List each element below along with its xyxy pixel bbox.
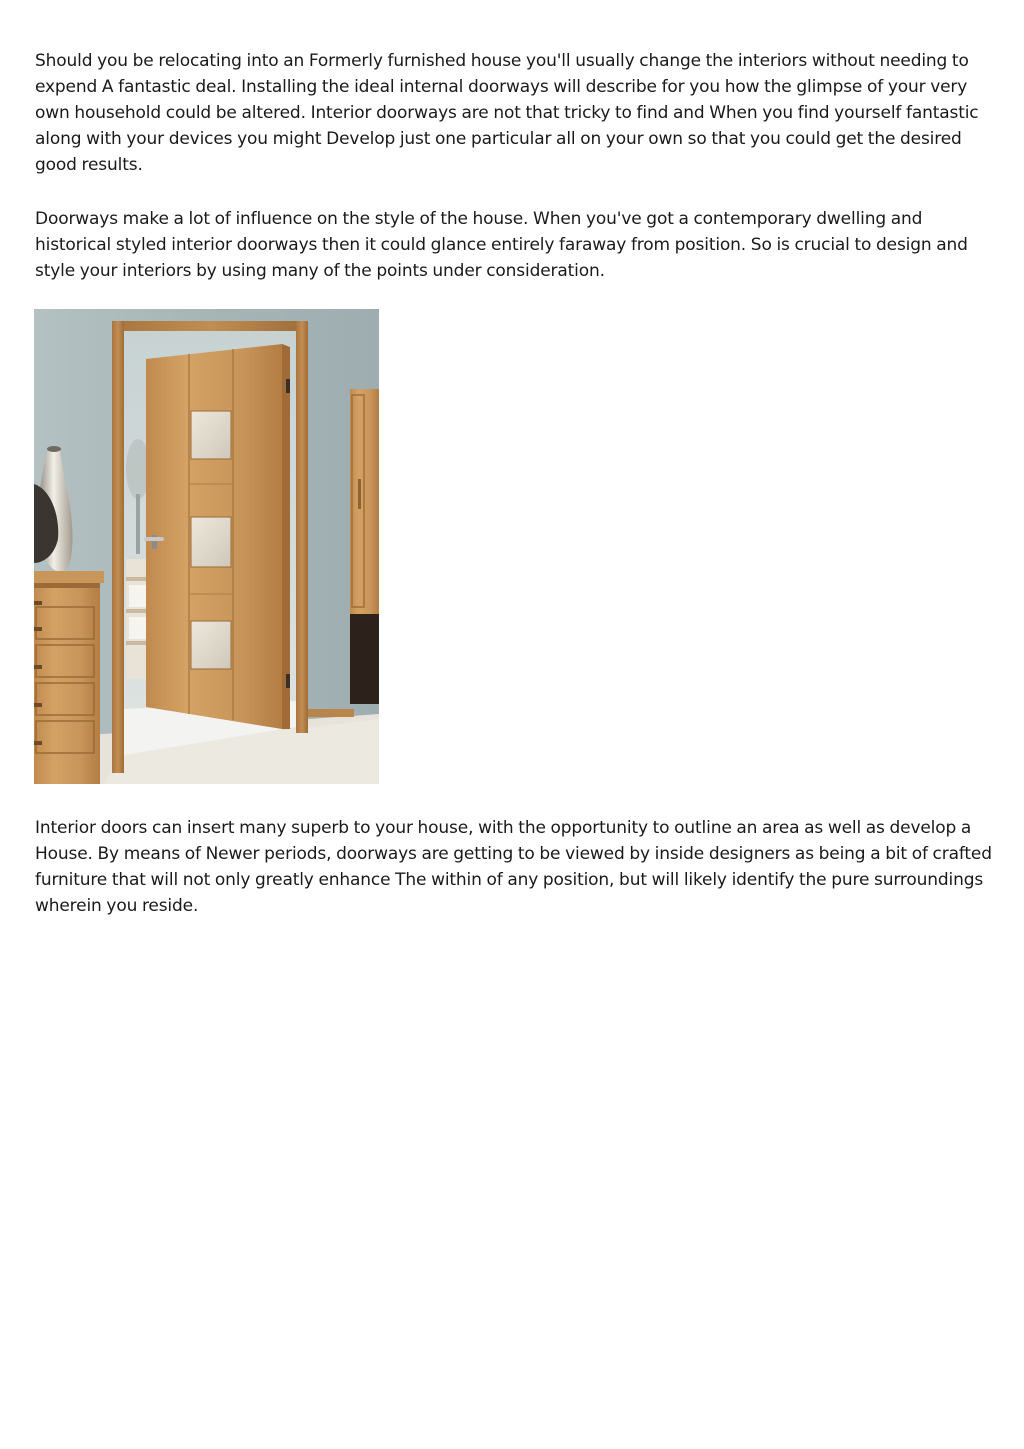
interior-door-photo [34,309,379,784]
paragraph-interior-doors: Interior doors can insert many superb to your house, with the opportunity to outline an area as well as develop a House. By means of Newer periods, doorways are getting to be viewed by inside designers as being a bit of crafted furniture that will not only greatly enhance The within of any position, but will likely identify the pure surroundings wherein you reside. [35,818,992,916]
paragraph-style: Doorways make a lot of influence on the style of the house. When you've got a contemporary dwelling and historical styled interior doorways then it could glance entirely faraway from position. So is crucial to design and style your interiors by using many of the points under consideration. [35,209,968,281]
paragraph-intro: Should you be relocating into an Formerly furnished house you'll usually change the interiors without needing to expend A fantastic deal. Installing the ideal internal doorways will describe for you how the glimpse of your very own household could be altered. Interior doorways are not that tricky to find and When you find yourself fantastic along with your devices you might Develop just one particular all on your own so that you could get the desired good results. [35,51,979,175]
